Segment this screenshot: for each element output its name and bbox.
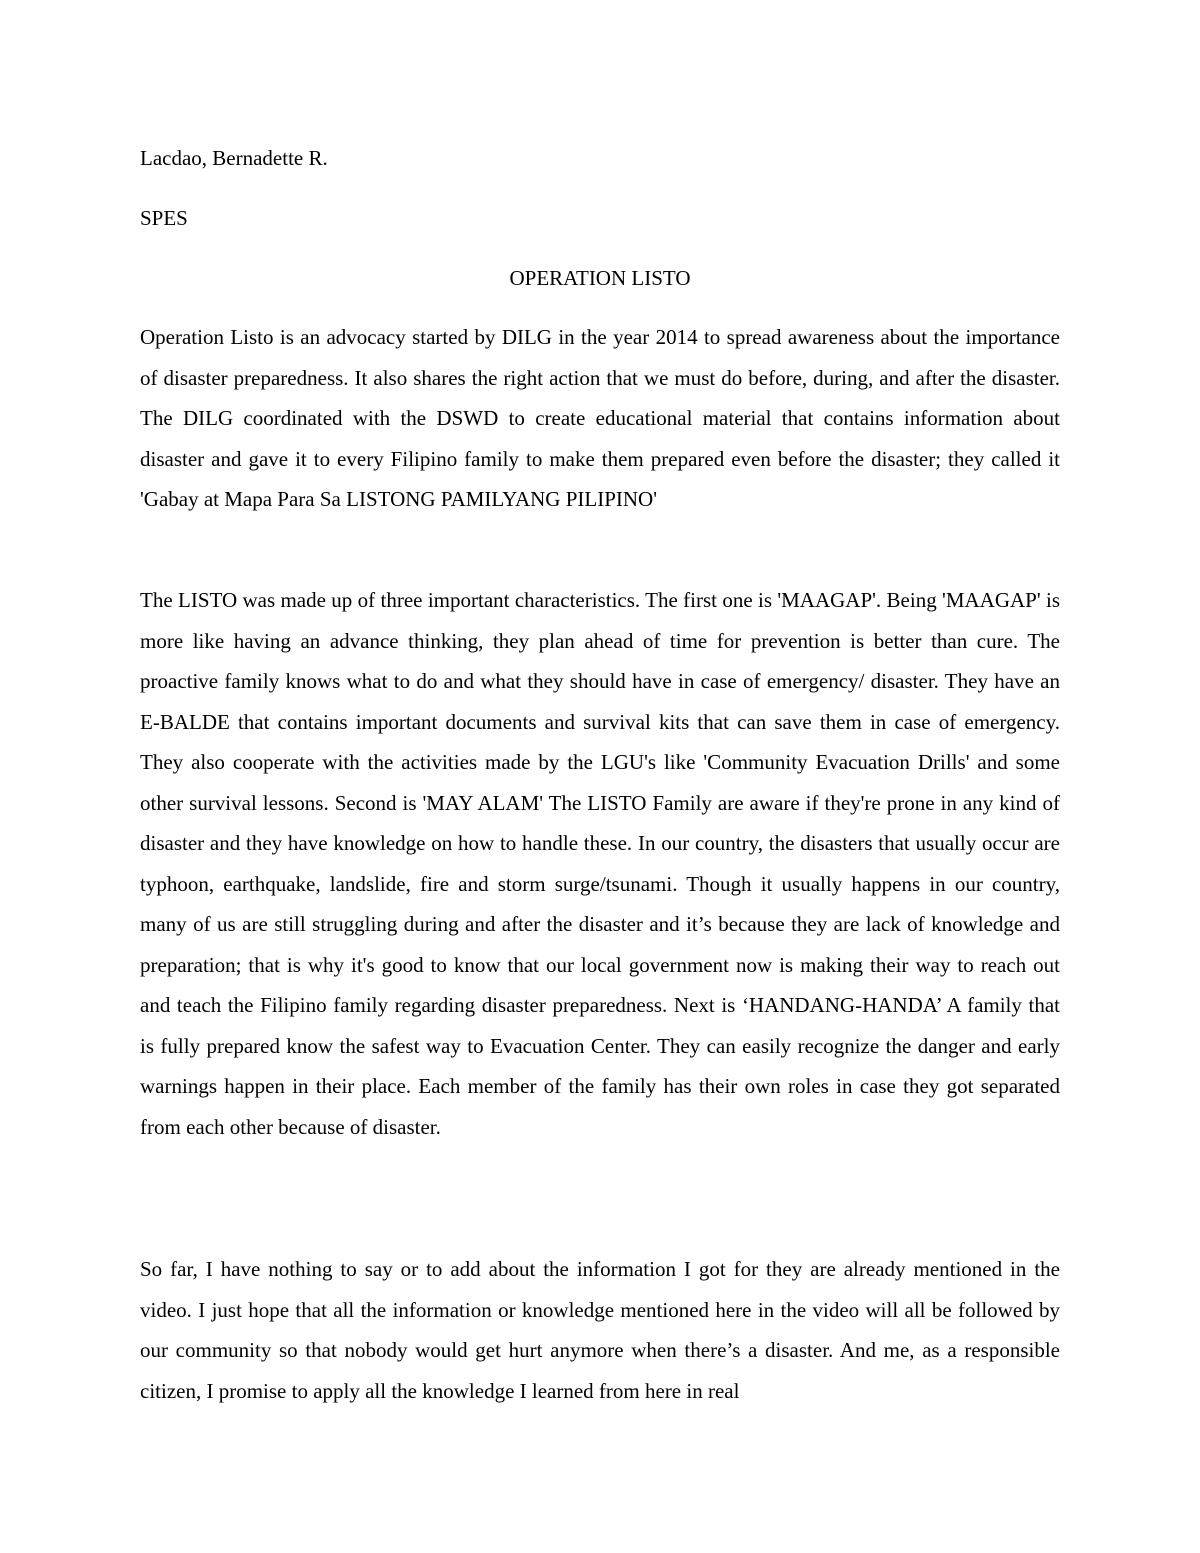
course-label: SPES [140,206,188,230]
paragraph-characteristics: The LISTO was made up of three important characteristics. The first one is 'MAAGAP'. Being 'MAAGAP' is more like having an advance thinking, they plan ahead of time for prevention is better than cure. The proactive family knows what to do and what they should have in case of emergency/ disaster. They have an E-BALDE that contains important documents and survival kits that can save them in case of emergency. They also cooperate with the activities made by the LGU's like 'Community Evacuation Drills' and some other survival lessons. Second is 'MAY ALAM' The LISTO Family are aware if they're prone in any kind of disaster and they have knowledge on how to handle these. In our country, the disasters that usually occur are typhoon, earthquake, landslide, fire and storm surge/tsunami. Though it usually happens in our country, many of us are still struggling during and after the disaster and it’s because they are lack of knowledge and preparation; that is why it's good to know that our local government now is making their way to reach out and teach the Filipino family regarding disaster preparedness. Next is ‘HANDANG-HANDA’ A family that is fully prepared know the safest way to Evacuation Center. They can easily recognize the danger and early warnings happen in their place. Each member of the family has their own roles in case they got separated from each other because of disaster. [140,588,1060,1139]
paragraph-introduction: Operation Listo is an advocacy started by DILG in the year 2014 to spread awareness about the importance of disaster preparedness. It also shares the right action that we must do before, during, and after the disaster. The DILG coordinated with the DSWD to create educational material that contains information about disaster and gave it to every Filipino family to make them prepared even before the disaster; they called it 'Gabay at Mapa Para Sa LISTONG PAMILYANG PILIPINO' [140,325,1060,511]
document-title: OPERATION LISTO [509,266,691,290]
author-name: Lacdao, Bernadette R. [140,146,328,170]
paragraph-reflection: So far, I have nothing to say or to add about the information I got for they are already mentioned in the video. I just hope that all the information or knowledge mentioned here in the video will all be followed by our community so that nobody would get hurt anymore when there’s a disaster. And me, as a responsible citizen, I promise to apply all the knowledge I learned from here in real [140,1257,1060,1403]
